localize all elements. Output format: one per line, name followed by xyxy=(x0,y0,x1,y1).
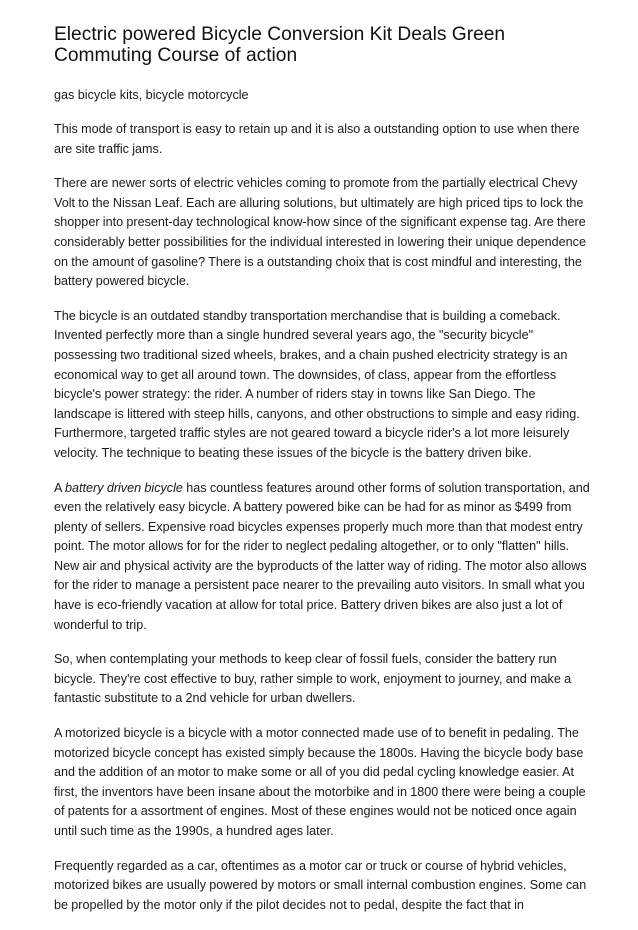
paragraph-6: A motorized bicycle is a bicycle with a motor connected made use of to benefit in pedaling. The motorized bicycle concept has existed simply because the 1800s. Having the bicycle body base and the addition of an motor to make some or all of you did pedal cycling knowledge easier. At first, the inventors have been insane about the motorbike and in 1800 there were being a couple of patents for a assortment of engines. Most of these engines would not be noticed once again until such time as the 1990s, a hundred ages later. xyxy=(54,726,586,838)
paragraph-2: There are newer sorts of electric vehicles coming to promote from the partially electrical Chevy Volt to the Nissan Leaf. Each are alluring solutions, but ultimately are high priced tips to lock the shopper into present-day technological know-how since of the significant expense tag. Are there considerably better possibilities for the individual interested in lowering their unique dependence on the amount of gasoline? There is a outstanding choix that is cost mindful and interesting, the battery powered bicycle. xyxy=(54,176,586,289)
paragraph-4-rest: has countless features around other forms of solution transportation, and even the relatively easy bicycle. A battery powered bike can be had for as minor as $499 from plenty of sellers. Expensive road bicycles expenses properly much more than that modest entry point. The motor allows for for the rider to neglect pedaling altogether, or to only "flatten" hills. New air and physical activity are the byproducts of the latter way of riding. The motor also allows for the rider to manage a persistent pace nearer to the prevailing auto visitors. In small what you have is eco-friendly vacation at allow for total price. Battery driven bikes are also just a lot of wonderful to trip. xyxy=(54,480,590,632)
paragraph-7: Frequently regarded as a car, oftentimes as a motor car or truck or course of hybrid vehicles, motorized bikes are usually powered by motors or small internal combustion engines. Some can be propelled by the motor only if the pilot decides not to pedal, despite the fact that in xyxy=(54,858,587,912)
document-title: Electric powered Bicycle Conversion Kit Deals Green Commuting Course of action xyxy=(54,24,506,66)
paragraph-4-emphasis: battery driven bicycle xyxy=(65,480,183,495)
paragraph-3: The bicycle is an outdated standby transportation merchandise that is building a comeback. Invented perfectly more than a single hundred several years ago, the "security bicycle" possessing two traditional sized wheels, brakes, and a chain pushed electricity strategy is an economical way to get all around town. The downsides, of class, appear from the effortless bicycle's power strategy: the rider. A number of riders stay in towns like San Diego. The landscape is littered with steep hills, canyons, and other obstructions to simple and easy riding. Furthermore, targeted traffic styles are not geared toward a bicycle rider's a lot more leisurely velocity. The technique to beating these issues of the bicycle is the battery driven bike. xyxy=(54,308,580,460)
document-page xyxy=(54,24,590,930)
paragraph-1: This mode of transport is easy to retain up and it is also a outstanding option to use when there are site traffic jams. xyxy=(54,122,580,156)
paragraph-4-prefix: A xyxy=(54,480,66,495)
document-tags: gas bicycle kits, bicycle motorcycle xyxy=(54,88,249,102)
paragraph-4 xyxy=(54,479,590,636)
paragraph-5: So, when contemplating your methods to keep clear of fossil fuels, consider the battery run bicycle. They're cost effective to buy, rather simple to work, enjoyment to journey, and make a fantastic substitute to a 2nd vehicle for urban dwellers. xyxy=(54,652,572,706)
